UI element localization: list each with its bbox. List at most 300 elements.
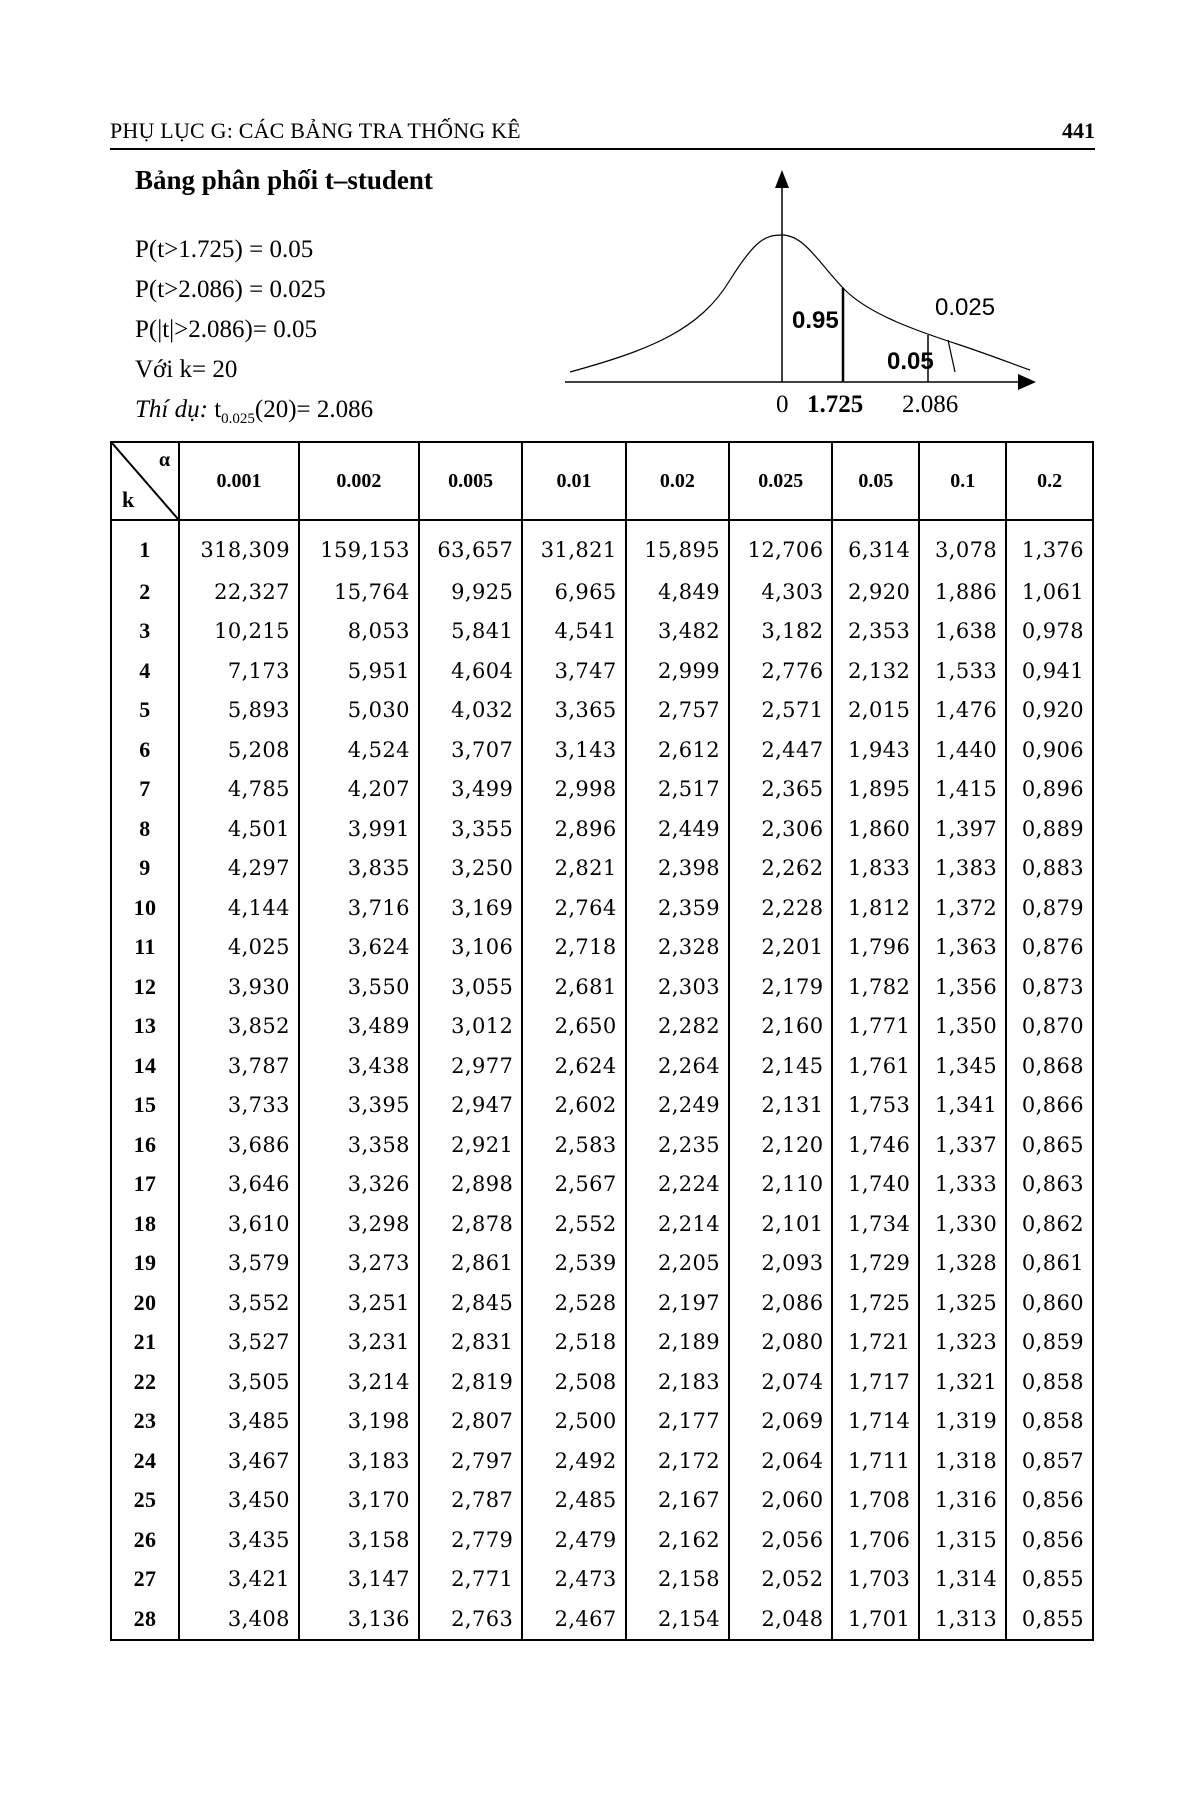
value-cell: 3,170 (299, 1481, 419, 1521)
value-cell: 3,991 (299, 809, 419, 849)
value-cell: 3,707 (419, 730, 522, 770)
value-cell: 0,879 (1006, 888, 1093, 928)
row-k-cell: 1 (111, 520, 179, 572)
value-cell: 3,550 (299, 967, 419, 1007)
value-cell: 2,015 (832, 691, 919, 731)
value-cell: 2,359 (626, 888, 729, 928)
value-cell: 1,721 (832, 1323, 919, 1363)
value-cell: 2,235 (626, 1125, 729, 1165)
value-cell: 1,782 (832, 967, 919, 1007)
value-cell: 2,757 (626, 691, 729, 731)
value-cell: 2,845 (419, 1283, 522, 1323)
table-row (111, 1007, 1093, 1047)
value-cell: 0,870 (1006, 1007, 1093, 1047)
value-cell: 3,499 (419, 770, 522, 810)
value-cell: 2,249 (626, 1086, 729, 1126)
value-cell: 2,920 (832, 572, 919, 612)
x-axis-arrow (1018, 374, 1036, 390)
value-cell: 1,714 (832, 1402, 919, 1442)
value-cell: 2,797 (419, 1441, 522, 1481)
value-cell: 1,397 (919, 809, 1006, 849)
value-cell: 2,787 (419, 1481, 522, 1521)
value-cell: 2,074 (729, 1362, 832, 1402)
value-cell: 2,052 (729, 1560, 832, 1600)
value-cell: 1,895 (832, 770, 919, 810)
value-cell: 2,500 (522, 1402, 625, 1442)
value-cell: 0,862 (1006, 1204, 1093, 1244)
row-k-cell: 2 (111, 572, 179, 612)
column-header: 0.05 (832, 442, 919, 520)
value-cell: 3,273 (299, 1244, 419, 1284)
value-cell: 0,889 (1006, 809, 1093, 849)
table-title: Bảng phân phối t–student (135, 165, 433, 195)
value-cell: 3,147 (299, 1560, 419, 1600)
value-cell: 1,943 (832, 730, 919, 770)
value-cell: 3,733 (179, 1086, 299, 1126)
value-cell: 1,330 (919, 1204, 1006, 1244)
value-cell: 0,858 (1006, 1362, 1093, 1402)
value-cell: 2,048 (729, 1599, 832, 1640)
value-cell: 1,316 (919, 1481, 1006, 1521)
table-row (111, 520, 1093, 572)
value-cell: 2,228 (729, 888, 832, 928)
value-cell: 0,896 (1006, 770, 1093, 810)
page-header (110, 118, 1095, 150)
value-cell: 2,896 (522, 809, 625, 849)
column-header: 0.2 (1006, 442, 1093, 520)
value-cell: 2,398 (626, 849, 729, 889)
value-cell: 2,365 (729, 770, 832, 810)
page-number: 441 (1062, 118, 1095, 143)
value-cell: 0,883 (1006, 849, 1093, 889)
row-k-cell: 8 (111, 809, 179, 849)
table-row (111, 1362, 1093, 1402)
column-header: 0.025 (729, 442, 832, 520)
row-k-cell: 12 (111, 967, 179, 1007)
value-cell: 3,610 (179, 1204, 299, 1244)
value-cell: 2,160 (729, 1007, 832, 1047)
value-cell: 2,069 (729, 1402, 832, 1442)
value-cell: 2,262 (729, 849, 832, 889)
value-cell: 2,718 (522, 928, 625, 968)
value-cell: 1,708 (832, 1481, 919, 1521)
value-cell: 0,860 (1006, 1283, 1093, 1323)
row-k-cell: 20 (111, 1283, 179, 1323)
value-cell: 0,857 (1006, 1441, 1093, 1481)
table-row (111, 888, 1093, 928)
value-cell: 2,998 (522, 770, 625, 810)
value-cell: 0,855 (1006, 1560, 1093, 1600)
value-cell: 318,309 (179, 520, 299, 572)
value-cell: 1,734 (832, 1204, 919, 1244)
value-cell: 1,337 (919, 1125, 1006, 1165)
note-line-1: P(t>1.725) = 0.05 (135, 236, 314, 263)
value-cell: 3,421 (179, 1560, 299, 1600)
value-cell: 3,250 (419, 849, 522, 889)
value-cell: 2,776 (729, 651, 832, 691)
value-cell: 1,740 (832, 1165, 919, 1205)
table-row (111, 849, 1093, 889)
value-cell: 3,686 (179, 1125, 299, 1165)
value-cell: 3,055 (419, 967, 522, 1007)
value-cell: 3,835 (299, 849, 419, 889)
row-k-cell: 22 (111, 1362, 179, 1402)
value-cell: 6,965 (522, 572, 625, 612)
value-cell: 0,876 (1006, 928, 1093, 968)
value-cell: 1,314 (919, 1560, 1006, 1600)
column-header: 0.002 (299, 442, 419, 520)
row-k-cell: 10 (111, 888, 179, 928)
table-row (111, 1125, 1093, 1165)
upper-tail-label: 0.025 (935, 294, 996, 321)
value-cell: 2,282 (626, 1007, 729, 1047)
table-row (111, 651, 1093, 691)
row-k-cell: 16 (111, 1125, 179, 1165)
value-cell: 2,624 (522, 1046, 625, 1086)
row-k-cell: 28 (111, 1599, 179, 1640)
value-cell: 1,812 (832, 888, 919, 928)
table-row (111, 967, 1093, 1007)
value-cell: 2,189 (626, 1323, 729, 1363)
column-header: 0.001 (179, 442, 299, 520)
value-cell: 2,518 (522, 1323, 625, 1363)
table-row (111, 1323, 1093, 1363)
value-cell: 2,177 (626, 1402, 729, 1442)
value-cell: 10,215 (179, 612, 299, 652)
value-cell: 1,753 (832, 1086, 919, 1126)
value-cell: 4,604 (419, 651, 522, 691)
value-cell: 3,355 (419, 809, 522, 849)
value-cell: 2,201 (729, 928, 832, 968)
row-k-cell: 19 (111, 1244, 179, 1284)
value-cell: 6,314 (832, 520, 919, 572)
table-row (111, 572, 1093, 612)
value-cell: 2,110 (729, 1165, 832, 1205)
value-cell: 2,567 (522, 1165, 625, 1205)
value-cell: 2,120 (729, 1125, 832, 1165)
value-cell: 4,207 (299, 770, 419, 810)
table-header-row (111, 442, 1093, 520)
axis-1725-label: 1.725 (807, 391, 864, 418)
example-line (135, 390, 373, 439)
table-row (111, 1481, 1093, 1521)
value-cell: 2,080 (729, 1323, 832, 1363)
row-k-cell: 23 (111, 1402, 179, 1442)
value-cell: 2,999 (626, 651, 729, 691)
value-cell: 1,350 (919, 1007, 1006, 1047)
section-title: PHỤ LỤC G: CÁC BẢNG TRA THỐNG KÊ (110, 118, 521, 143)
value-cell: 2,306 (729, 809, 832, 849)
value-cell: 3,136 (299, 1599, 419, 1640)
k-label: k (122, 487, 135, 512)
value-cell: 2,197 (626, 1283, 729, 1323)
table-row (111, 1046, 1093, 1086)
t-student-table (110, 441, 1094, 1641)
value-cell: 1,717 (832, 1362, 919, 1402)
value-cell: 0,865 (1006, 1125, 1093, 1165)
value-cell: 3,467 (179, 1441, 299, 1481)
value-cell: 3,326 (299, 1165, 419, 1205)
example-t: t (214, 396, 222, 423)
value-cell: 2,921 (419, 1125, 522, 1165)
row-k-cell: 15 (111, 1086, 179, 1126)
value-cell: 3,747 (522, 651, 625, 691)
value-cell: 1,323 (919, 1323, 1006, 1363)
value-cell: 2,224 (626, 1165, 729, 1205)
value-cell: 1,363 (919, 928, 1006, 968)
value-cell: 1,701 (832, 1599, 919, 1640)
value-cell: 2,086 (729, 1283, 832, 1323)
value-cell: 2,183 (626, 1362, 729, 1402)
value-cell: 3,395 (299, 1086, 419, 1126)
value-cell: 31,821 (522, 520, 625, 572)
row-k-cell: 14 (111, 1046, 179, 1086)
value-cell: 3,552 (179, 1283, 299, 1323)
value-cell: 3,787 (179, 1046, 299, 1086)
example-label: Thí dụ: (135, 396, 208, 423)
table-row (111, 809, 1093, 849)
row-k-cell: 4 (111, 651, 179, 691)
table-row (111, 1560, 1093, 1600)
value-cell: 3,298 (299, 1204, 419, 1244)
value-cell: 2,449 (626, 809, 729, 849)
value-cell: 5,893 (179, 691, 299, 731)
row-k-cell: 9 (111, 849, 179, 889)
value-cell: 3,183 (299, 1441, 419, 1481)
row-k-cell: 11 (111, 928, 179, 968)
value-cell: 1,729 (832, 1244, 919, 1284)
value-cell: 3,646 (179, 1165, 299, 1205)
alpha-label: α (158, 449, 170, 471)
value-cell: 2,771 (419, 1560, 522, 1600)
value-cell: 2,060 (729, 1481, 832, 1521)
value-cell: 0,855 (1006, 1599, 1093, 1640)
value-cell: 3,482 (626, 612, 729, 652)
value-cell: 2,602 (522, 1086, 625, 1126)
row-k-cell: 7 (111, 770, 179, 810)
value-cell: 1,746 (832, 1125, 919, 1165)
value-cell: 2,508 (522, 1362, 625, 1402)
value-cell: 1,761 (832, 1046, 919, 1086)
table-row (111, 1441, 1093, 1481)
value-cell: 1,703 (832, 1560, 919, 1600)
value-cell: 0,978 (1006, 612, 1093, 652)
note-line-4: Với k= 20 (135, 356, 238, 383)
value-cell: 2,763 (419, 1599, 522, 1640)
value-cell: 1,833 (832, 849, 919, 889)
example-subscript: 0.025 (221, 411, 255, 427)
value-cell: 3,716 (299, 888, 419, 928)
value-cell: 2,093 (729, 1244, 832, 1284)
table-row (111, 1244, 1093, 1284)
value-cell: 3,485 (179, 1402, 299, 1442)
value-cell: 4,501 (179, 809, 299, 849)
value-cell: 0,866 (1006, 1086, 1093, 1126)
value-cell: 2,779 (419, 1520, 522, 1560)
value-cell: 4,025 (179, 928, 299, 968)
example-value: (20)= 2.086 (254, 396, 374, 423)
value-cell: 3,214 (299, 1362, 419, 1402)
row-k-cell: 13 (111, 1007, 179, 1047)
tail-pointer (948, 340, 955, 372)
value-cell: 2,162 (626, 1520, 729, 1560)
table-row (111, 1402, 1093, 1442)
table-row (111, 770, 1093, 810)
value-cell: 1,333 (919, 1165, 1006, 1205)
value-cell: 2,447 (729, 730, 832, 770)
row-k-cell: 25 (111, 1481, 179, 1521)
value-cell: 3,450 (179, 1481, 299, 1521)
value-cell: 2,101 (729, 1204, 832, 1244)
value-cell: 3,231 (299, 1323, 419, 1363)
value-cell: 2,353 (832, 612, 919, 652)
value-cell: 3,489 (299, 1007, 419, 1047)
value-cell: 3,198 (299, 1402, 419, 1442)
value-cell: 3,624 (299, 928, 419, 968)
value-cell: 2,819 (419, 1362, 522, 1402)
axis-zero-label: 0 (776, 391, 789, 418)
table-row (111, 1204, 1093, 1244)
row-k-cell: 27 (111, 1560, 179, 1600)
note-line-3: P(|t|>2.086)= 0.05 (135, 316, 317, 343)
value-cell: 2,473 (522, 1560, 625, 1600)
lower-tail-label: 0.05 (887, 348, 934, 375)
table-body (111, 520, 1093, 1640)
table-row (111, 730, 1093, 770)
table-row (111, 691, 1093, 731)
value-cell: 5,030 (299, 691, 419, 731)
value-cell: 4,524 (299, 730, 419, 770)
column-header: 0.005 (419, 442, 522, 520)
value-cell: 2,821 (522, 849, 625, 889)
value-cell: 3,365 (522, 691, 625, 731)
value-cell: 3,435 (179, 1520, 299, 1560)
value-cell: 5,208 (179, 730, 299, 770)
value-cell: 2,303 (626, 967, 729, 1007)
t-distribution-figure (560, 160, 1040, 430)
table-row (111, 1283, 1093, 1323)
value-cell: 1,315 (919, 1520, 1006, 1560)
value-cell: 3,012 (419, 1007, 522, 1047)
y-axis-arrow (775, 170, 789, 188)
value-cell: 63,657 (419, 520, 522, 572)
value-cell: 1,372 (919, 888, 1006, 928)
value-cell: 1,356 (919, 967, 1006, 1007)
row-k-cell: 21 (111, 1323, 179, 1363)
value-cell: 2,167 (626, 1481, 729, 1521)
value-cell: 1,638 (919, 612, 1006, 652)
value-cell: 1,318 (919, 1441, 1006, 1481)
value-cell: 1,328 (919, 1244, 1006, 1284)
note-line-2: P(t>2.086) = 0.025 (135, 276, 326, 303)
value-cell: 3,579 (179, 1244, 299, 1284)
value-cell: 2,485 (522, 1481, 625, 1521)
value-cell: 3,078 (919, 520, 1006, 572)
value-cell: 1,376 (1006, 520, 1093, 572)
value-cell: 1,415 (919, 770, 1006, 810)
value-cell: 0,868 (1006, 1046, 1093, 1086)
value-cell: 3,169 (419, 888, 522, 928)
column-header: 0.1 (919, 442, 1006, 520)
value-cell: 1,886 (919, 572, 1006, 612)
value-cell: 5,841 (419, 612, 522, 652)
row-k-cell: 5 (111, 691, 179, 731)
value-cell: 2,056 (729, 1520, 832, 1560)
value-cell: 4,144 (179, 888, 299, 928)
value-cell: 4,303 (729, 572, 832, 612)
value-cell: 1,341 (919, 1086, 1006, 1126)
value-cell: 2,878 (419, 1204, 522, 1244)
value-cell: 0,856 (1006, 1520, 1093, 1560)
value-cell: 2,205 (626, 1244, 729, 1284)
value-cell: 1,533 (919, 651, 1006, 691)
value-cell: 0,859 (1006, 1323, 1093, 1363)
value-cell: 0,920 (1006, 691, 1093, 731)
value-cell: 159,153 (299, 520, 419, 572)
value-cell: 2,214 (626, 1204, 729, 1244)
value-cell: 1,321 (919, 1362, 1006, 1402)
value-cell: 3,408 (179, 1599, 299, 1640)
value-cell: 0,861 (1006, 1244, 1093, 1284)
value-cell: 2,179 (729, 967, 832, 1007)
value-cell: 2,898 (419, 1165, 522, 1205)
value-cell: 0,863 (1006, 1165, 1093, 1205)
value-cell: 2,612 (626, 730, 729, 770)
value-cell: 5,951 (299, 651, 419, 691)
value-cell: 4,849 (626, 572, 729, 612)
value-cell: 3,143 (522, 730, 625, 770)
value-cell: 2,154 (626, 1599, 729, 1640)
value-cell: 3,251 (299, 1283, 419, 1323)
value-cell: 15,764 (299, 572, 419, 612)
value-cell: 1,061 (1006, 572, 1093, 612)
value-cell: 0,906 (1006, 730, 1093, 770)
axis-2086-label: 2.086 (902, 391, 959, 418)
value-cell: 2,571 (729, 691, 832, 731)
value-cell: 2,467 (522, 1599, 625, 1640)
value-cell: 1,440 (919, 730, 1006, 770)
value-cell: 3,106 (419, 928, 522, 968)
value-cell: 2,681 (522, 967, 625, 1007)
table-row (111, 1520, 1093, 1560)
value-cell: 1,725 (832, 1283, 919, 1323)
table-row (111, 1599, 1093, 1640)
value-cell: 1,711 (832, 1441, 919, 1481)
value-cell: 22,327 (179, 572, 299, 612)
value-cell: 3,505 (179, 1362, 299, 1402)
center-area-label: 0.95 (792, 307, 839, 334)
value-cell: 3,182 (729, 612, 832, 652)
value-cell: 12,706 (729, 520, 832, 572)
value-cell: 2,158 (626, 1560, 729, 1600)
column-header: 0.02 (626, 442, 729, 520)
value-cell: 2,328 (626, 928, 729, 968)
value-cell: 2,172 (626, 1441, 729, 1481)
value-cell: 2,132 (832, 651, 919, 691)
value-cell: 2,517 (626, 770, 729, 810)
value-cell: 2,552 (522, 1204, 625, 1244)
value-cell: 2,145 (729, 1046, 832, 1086)
value-cell: 2,131 (729, 1086, 832, 1126)
value-cell: 2,861 (419, 1244, 522, 1284)
row-k-cell: 17 (111, 1165, 179, 1205)
value-cell: 2,831 (419, 1323, 522, 1363)
value-cell: 2,947 (419, 1086, 522, 1126)
value-cell: 2,764 (522, 888, 625, 928)
probability-notes (135, 230, 373, 439)
value-cell: 1,860 (832, 809, 919, 849)
value-cell: 2,492 (522, 1441, 625, 1481)
